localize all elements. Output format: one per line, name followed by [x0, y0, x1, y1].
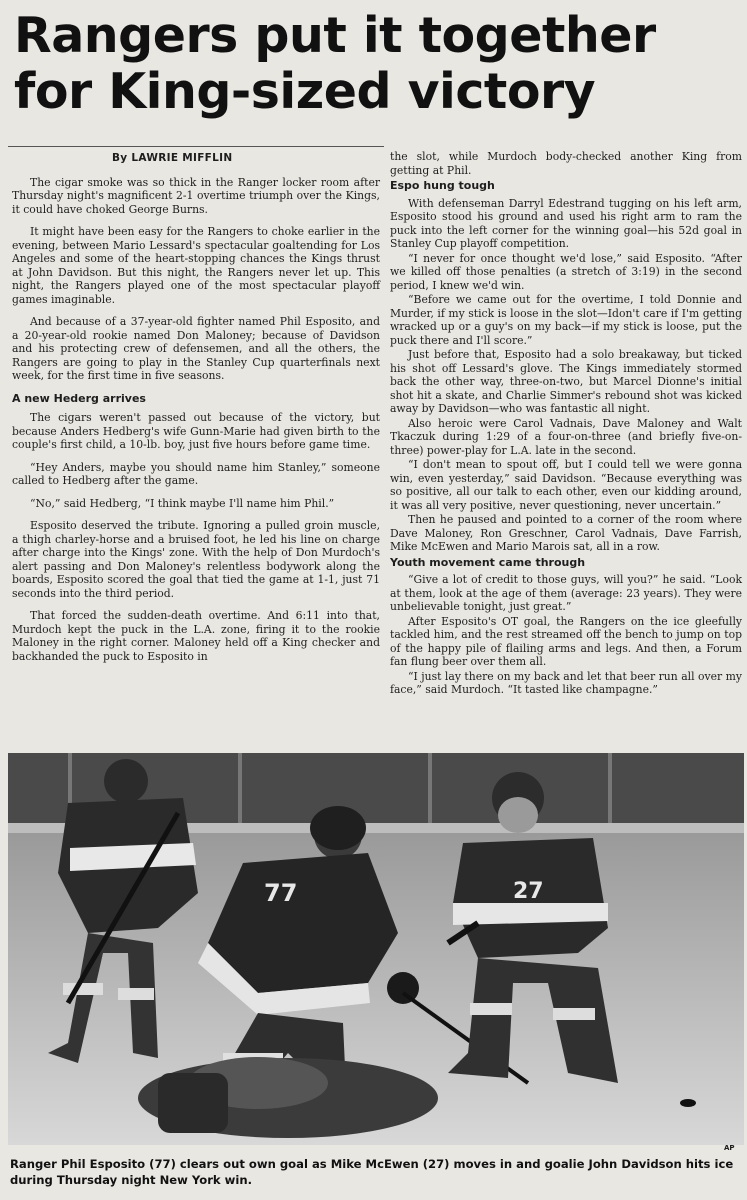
headline-line-1: Rangers put it together	[14, 7, 656, 64]
article-paragraph: The cigars weren't passed out because of the victory, but because Anders Hedberg's wife Gunn-Marie had given birth to the couple's first child, a 10-lb. boy, just five hours before game time.	[12, 411, 380, 451]
article-paragraph: That forced the sudden-death overtime. And 6:11 into that, Murdoch kept the puck in the L.A. zone, firing it to the rookie Maloney in the right corner. Maloney held off a King checker and backhanded the puck to Esposito in	[12, 609, 380, 663]
article-paragraph: “I don't mean to spout off, but I could tell we were gonna win, even yesterday,” said Davidson. “Because everything was so positive, all our talk to each other, even our kidding around, it was all very positive, never questioning, never uncertain.”	[390, 458, 742, 512]
section-subhead: Youth movement came through	[390, 555, 586, 569]
headline-line-2: for King-sized victory	[14, 63, 596, 120]
article-paragraph: Esposito deserved the tribute. Ignoring a pulled groin muscle, a thigh charley-horse and a bruised foot, he led his line on charge after charge into the Kings' zone. With the help of Don Murdoch's alert passing and Don Maloney's relentless bodywork along the boards, Esposito scored the goal that tied the game at 1-1, just 71 seconds into the third period.	[12, 519, 380, 600]
article-column-right	[390, 150, 742, 698]
article-paragraph: With defenseman Darryl Edestrand tugging on his left arm, Esposito stood his ground and used his right arm to ram the puck into the left corner for the winning goal—his 52d goal in Stanley Cup playoff competition.	[390, 196, 742, 250]
headline-rule	[8, 146, 384, 147]
photo-caption: Ranger Phil Esposito (77) clears out own goal as Mike McEwen (27) moves in and goalie John Davidson hits ice during Thursday night New York win.	[10, 1157, 734, 1187]
article-paragraph: “I never for once thought we'd lose,” said Esposito. “After we killed off those penalties (a stretch of 3:19) in the second period, I knew we'd win.	[390, 251, 742, 292]
article-paragraph: “No,” said Hedberg, “I think maybe I'll name him Phil.”	[30, 496, 335, 510]
photo-credit: AP	[724, 1144, 735, 1152]
article-paragraph: The cigar smoke was so thick in the Ranger locker room after Thursday night's magnificent 2-1 overtime triumph over the Kings, it could have choked George Burns.	[12, 175, 380, 216]
jersey-number-27: 27	[513, 879, 544, 904]
headline	[14, 8, 739, 120]
article-paragraph: the slot, while Murdoch body-checked another King from getting at Phil.	[390, 150, 742, 177]
article-paragraph: “I just lay there on my back and let that beer run all over my face,” said Murdoch. “It tasted like champagne.”	[390, 669, 742, 696]
game-photo	[8, 753, 744, 1145]
section-subhead: Espo hung tough	[390, 179, 495, 192]
jersey-number-77: 77	[264, 879, 298, 907]
puck	[680, 1099, 696, 1107]
right-column-body	[390, 150, 742, 697]
article-paragraph: It might have been easy for the Rangers to choke earlier in the evening, between Mario Lessard's spectacular goaltending for Los Angeles and some of the heart-stopping chances the Kings thrust at John Davidson. But this night, the Rangers never let up. This night, the Rangers played one of the most spectacular playoff games imaginable.	[12, 225, 380, 306]
article-paragraph: Also heroic were Carol Vadnais, Dave Maloney and Walt Tkaczuk during 1:29 of a four-on-three (and briefly five-on-three) power-play for L.A. late in the second.	[390, 416, 742, 457]
article-column-left	[12, 152, 380, 672]
article-paragraph: Just before that, Esposito had a solo breakaway, but ticked his shot off Lessard's glove. The Kings immediately stormed back the other way, three-on-two, but Marcel Dionne's initial shot hit a skate, and Charlie Simmer's rebound shot was kicked away by Davidson—who was fantastic all night.	[390, 348, 742, 415]
hockey-photo-illustration	[8, 753, 744, 1145]
article-paragraph: “Give a lot of credit to those guys, will you?” he said. “Look at them, look at the age of them (average: 23 years). They were unbelievable tonight, just great.”	[390, 573, 742, 613]
byline: By LAWRIE MIFFLIN	[112, 152, 233, 164]
left-column-body	[12, 176, 380, 664]
article-paragraph: Then he paused and pointed to a corner of the room where Dave Maloney, Ron Greschner, Carol Vadnais, Dave Farrish, Mike McEwen and Mario Marois sat, all in a row.	[390, 513, 742, 553]
article-paragraph: “Hey Anders, maybe you should name him Stanley,” someone called to Hedberg after the game.	[12, 460, 380, 487]
section-subhead: A new Hederg arrives	[12, 391, 146, 405]
article-paragraph: “Before we came out for the overtime, I told Donnie and Murder, if my stick is loose in the slot—Idon't care if I'm getting wracked up or a guy's on my back—if my stick is loose, put the puck there and I'll score.”	[390, 293, 742, 347]
article-paragraph: After Esposito's OT goal, the Rangers on the ice gleefully tackled him, and the rest streamed off the bench to jump on top of the happy pile of flailing arms and legs. And then, a Forum fan flung beer over them all.	[390, 614, 742, 668]
article-paragraph: And because of a 37-year-old fighter named Phil Esposito, and a 20-year-old rookie named Don Maloney; because of Davidson and his protecting crew of defensemen, and all the others, the Rangers are going to play in the Stanley Cup quarterfinals next week, for the first time in five seasons.	[12, 315, 380, 382]
